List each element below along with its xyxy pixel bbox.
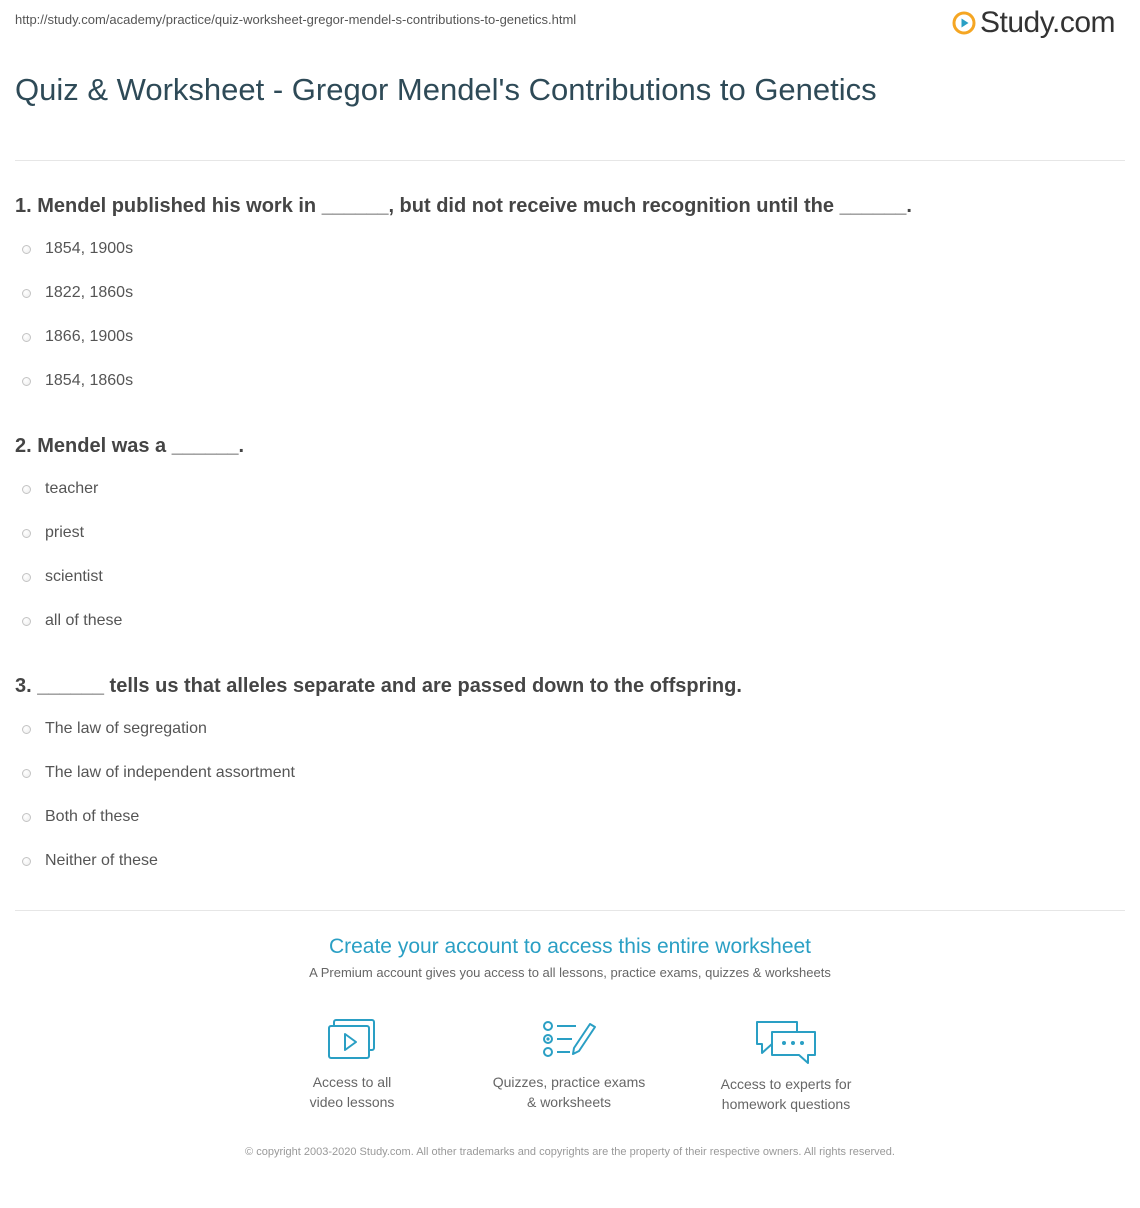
radio-button[interactable]: [22, 333, 31, 342]
feature-label: Quizzes, practice exams & worksheets: [492, 1074, 646, 1110]
radio-button[interactable]: [22, 485, 31, 494]
answer-option[interactable]: [22, 371, 133, 391]
answer-option[interactable]: [22, 851, 158, 871]
answer-option[interactable]: [22, 239, 133, 259]
page-title: Quiz & Worksheet - Gregor Mendel's Contributions to Genetics: [15, 72, 877, 107]
top-bar: [0, 0, 1140, 50]
video-lessons-icon: [326, 1018, 378, 1062]
radio-button[interactable]: [22, 813, 31, 822]
question-3: 3. ______ tells us that alleles separate and are passed down to the offspring.: [15, 675, 742, 697]
radio-button[interactable]: [22, 377, 31, 386]
radio-button[interactable]: [22, 769, 31, 778]
answer-option[interactable]: [22, 763, 295, 783]
logo-text: Study.com: [980, 6, 1115, 39]
create-account-link[interactable]: Create your account to access this entire worksheet: [328, 935, 812, 958]
answer-option[interactable]: [22, 327, 133, 347]
answer-label: all of these: [45, 612, 123, 629]
answer-label: The law of segregation: [45, 720, 207, 737]
answer-label: The law of independent assortment: [45, 764, 295, 781]
radio-button[interactable]: [22, 573, 31, 582]
answer-option[interactable]: [22, 611, 122, 631]
answer-label: 1866, 1900s: [45, 328, 134, 345]
radio-button[interactable]: [22, 857, 31, 866]
study-logo[interactable]: [952, 6, 1115, 40]
answer-label: 1854, 1900s: [45, 240, 134, 257]
radio-button[interactable]: [22, 245, 31, 254]
copyright-notice: © copyright 2003-2020 Study.com. All other trademarks and copyrights are the property of their respective owners. All rights reserved.: [245, 1146, 895, 1158]
questions-divider: [15, 910, 1125, 911]
quiz-checklist-icon: [540, 1018, 598, 1062]
answer-label: 1854, 1860s: [45, 372, 134, 389]
feature-experts: [686, 1018, 886, 1114]
feature-label: Access to experts for homework questions: [720, 1076, 852, 1112]
answer-option[interactable]: [22, 283, 133, 303]
answer-label: Neither of these: [45, 852, 158, 869]
question-1: 1. Mendel published his work in ______, but did not receive much recognition until the ______.: [15, 195, 912, 217]
feature-label: Access to all video lessons: [309, 1074, 395, 1110]
answer-option[interactable]: [22, 807, 139, 827]
radio-button[interactable]: [22, 617, 31, 626]
title-divider: [15, 160, 1125, 161]
radio-button[interactable]: [22, 289, 31, 298]
question-2: 2. Mendel was a ______.: [15, 435, 245, 457]
radio-button[interactable]: [22, 725, 31, 734]
answer-option[interactable]: [22, 523, 84, 543]
answer-option[interactable]: [22, 479, 98, 499]
feature-quizzes: [469, 1018, 669, 1112]
feature-video-lessons: [252, 1018, 452, 1112]
answer-label: teacher: [45, 480, 99, 497]
answer-option[interactable]: [22, 719, 207, 739]
chat-bubbles-icon: [754, 1018, 818, 1064]
radio-button[interactable]: [22, 529, 31, 538]
page-url: http://study.com/academy/practice/quiz-worksheet-gregor-mendel-s-contributions-to-genetics.html: [15, 12, 577, 27]
answer-option[interactable]: [22, 567, 103, 587]
answer-label: priest: [45, 524, 85, 541]
answer-label: Both of these: [45, 808, 140, 825]
answer-label: scientist: [45, 568, 103, 585]
answer-label: 1822, 1860s: [45, 284, 134, 301]
promo-subtitle: A Premium account gives you access to all lessons, practice exams, quizzes & worksheets: [309, 965, 831, 980]
play-circle-icon: [952, 11, 976, 35]
